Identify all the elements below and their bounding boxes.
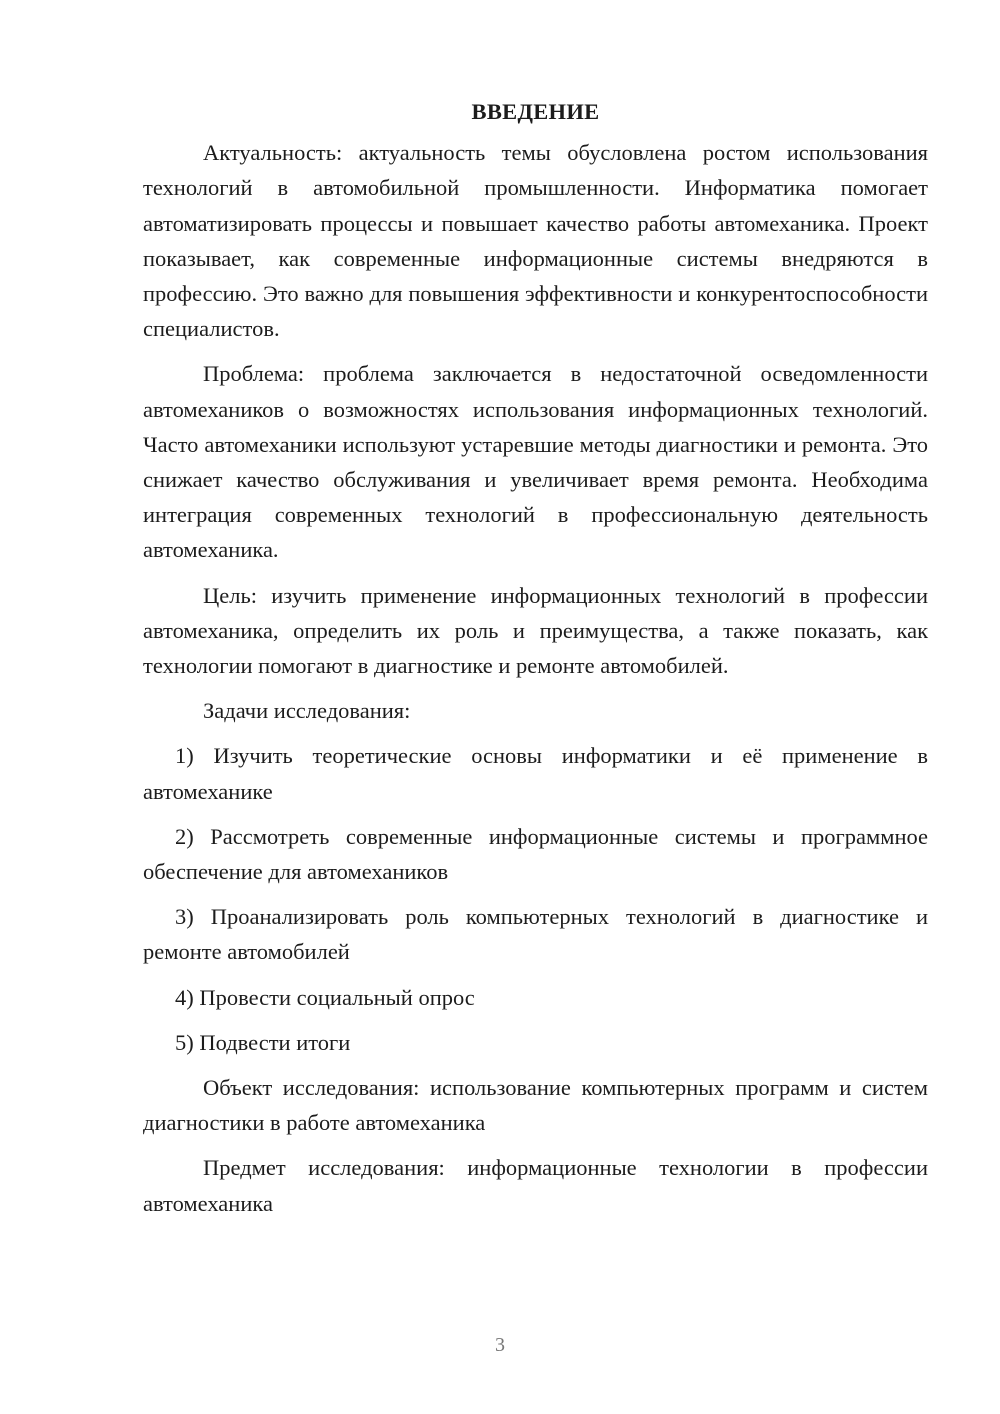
page-number: 3 [495, 1334, 505, 1356]
task-item-5: 5) Подвести итоги [175, 1029, 351, 1055]
goal-paragraph: Цель: изучить применение информационных технологий в профессии автомеханика, определить их роль и преимущества, а также показать, как технологии помогают в диагностике и ремонте автомобилей. [143, 582, 928, 679]
object-paragraph: Объект исследования: использование компьютерных программ и систем диагностики в работе автомеханика [143, 1075, 928, 1136]
relevance-paragraph: Актуальность: актуальность темы обусловлена ростом использования технологий в автомобильной промышленности. Информатика помогает автоматизировать процессы и повышает качество работы автомеханика. Проект показывает, как современные информационные системы внедряются в профессию. Это важно для повышения эффективности и конкурентоспособности специалистов. [143, 140, 928, 342]
page-title: ВВЕДЕНИЕ [471, 99, 600, 124]
task-item-4: 4) Провести социальный опрос [175, 984, 475, 1010]
task-item-3: 3) Проанализировать роль компьютерных технологий в диагностике и ремонте автомобилей [143, 904, 928, 965]
task-item-2: 2) Рассмотреть современные информационные системы и программное обеспечение для автомехаников [143, 823, 928, 885]
tasks-title: Задачи исследования: [203, 698, 411, 724]
problem-paragraph: Проблема: проблема заключается в недостаточной осведомленности автомехаников о возможностях использования информационных технологий. Часто автомеханики используют устаревшие методы диагностики и ремонта. Это снижает качество обслуживания и увеличивает время ремонта. Необходима интеграция современных технологий в профессиональную деятельность автомеханика. [143, 361, 928, 563]
subject-paragraph: Предмет исследования: информационные технологии в профессии автомеханика [143, 1155, 928, 1216]
page-content [143, 94, 928, 1231]
task-item-1: 1) Изучить теоретические основы информатики и её применение в автомеханике [143, 743, 928, 804]
